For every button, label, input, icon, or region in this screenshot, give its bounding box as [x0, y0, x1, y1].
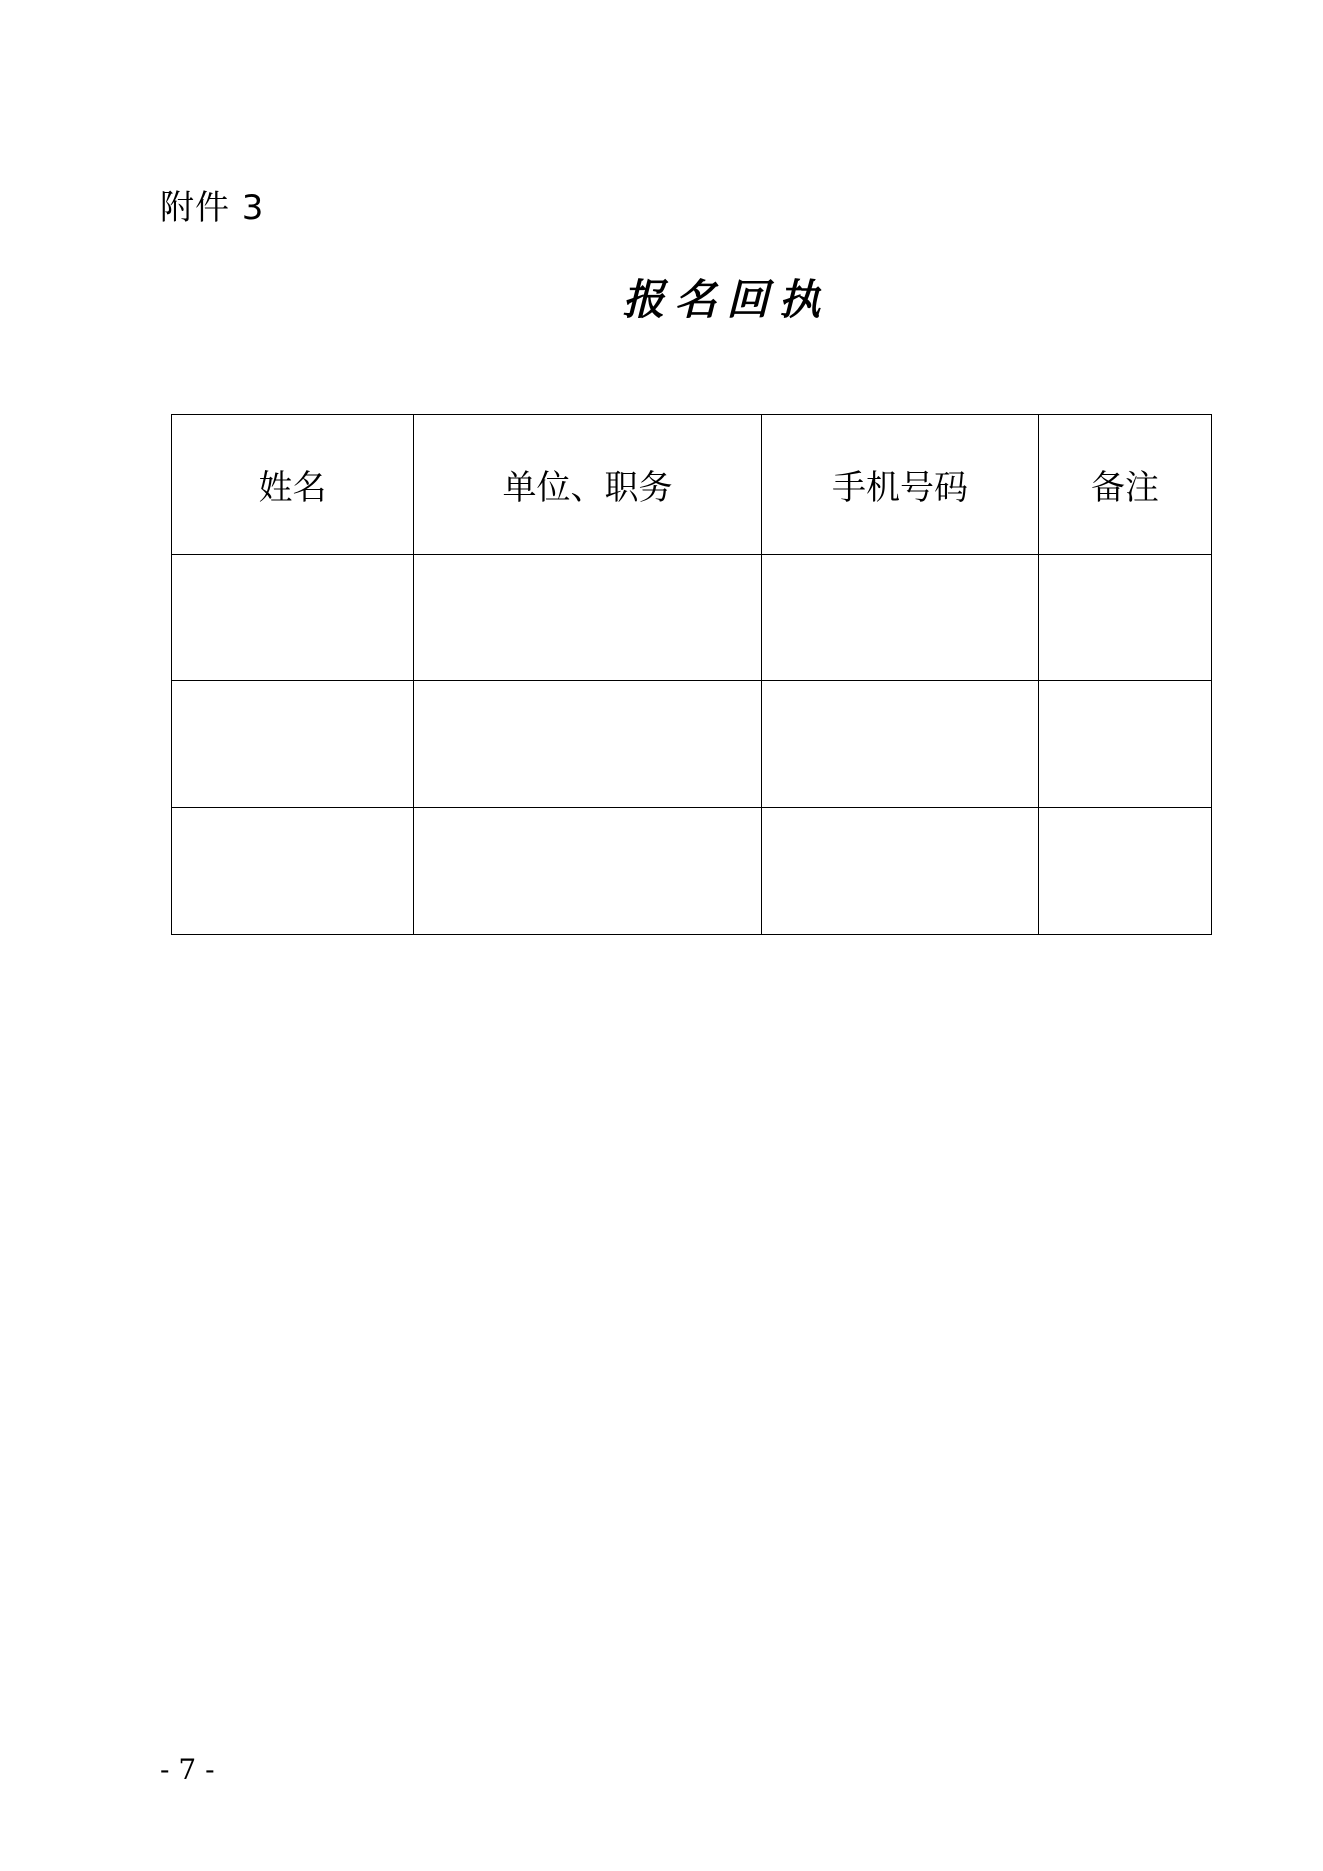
header-name: 姓名: [172, 415, 414, 555]
registration-table: [171, 414, 1212, 935]
table-cell: [414, 808, 762, 935]
table-cell: [172, 681, 414, 808]
table-cell: [762, 555, 1039, 681]
table-cell: [762, 808, 1039, 935]
table-row: [172, 808, 1212, 935]
table-cell: [1039, 808, 1212, 935]
table-cell: [414, 681, 762, 808]
page-number: - 7 -: [160, 1753, 215, 1786]
table-cell: [414, 555, 762, 681]
header-remarks: 备注: [1039, 415, 1212, 555]
table-cell: [172, 555, 414, 681]
table-row: [172, 555, 1212, 681]
table-cell: [762, 681, 1039, 808]
table-cell: [1039, 681, 1212, 808]
header-unit-position: 单位、职务: [414, 415, 762, 555]
table-row: [172, 681, 1212, 808]
table-cell: [172, 808, 414, 935]
header-mobile: 手机号码: [762, 415, 1039, 555]
table-header-row: [172, 415, 1212, 555]
page-title: 报名回执: [622, 275, 831, 324]
table-cell: [1039, 555, 1212, 681]
attachment-label: 附件 3: [160, 188, 265, 228]
